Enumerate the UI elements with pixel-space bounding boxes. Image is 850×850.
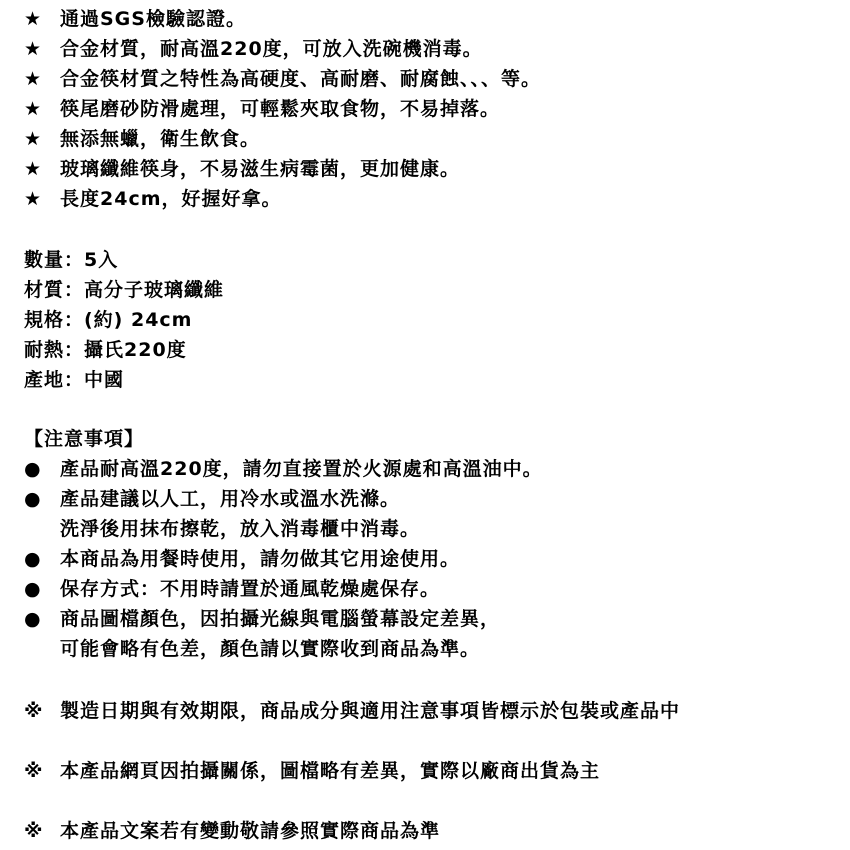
feature-text: 無添無蠟，衛生飲食。: [60, 128, 261, 150]
remark-text: 製造日期與有效期限，商品成分與適用注意事項皆標示於包裝或產品中: [60, 700, 681, 722]
notice-title: 【注意事項】: [24, 428, 145, 450]
star-icon: ★: [24, 38, 43, 60]
bullet-icon: ●: [24, 578, 42, 600]
notice-continuation: 可能會略有色差，顏色請以實際收到商品為準。: [60, 638, 481, 660]
notice-text: 保存方式：不用時請置於通風乾燥處保存。: [60, 578, 441, 600]
bullet-icon: ●: [24, 608, 42, 630]
notice-line: [24, 484, 400, 514]
feature-line: [24, 184, 282, 214]
feature-text: 筷尾磨砂防滑處理，可輕鬆夾取食物，不易掉落。: [60, 98, 501, 120]
feature-line: [24, 124, 260, 154]
remark-line: [24, 816, 440, 846]
star-icon: ★: [24, 8, 43, 30]
star-icon: ★: [24, 68, 43, 90]
notice-line: [24, 604, 500, 634]
feature-line: [24, 34, 483, 64]
notice-text: 產品建議以人工，用冷水或溫水洗滌。: [60, 488, 401, 510]
feature-text: 長度24cm，好握好拿。: [60, 188, 282, 210]
notice-continuation: 洗淨後用抹布擦乾，放入消毒櫃中消毒。: [60, 518, 421, 540]
notice-line: [24, 574, 440, 604]
spec-heat-resistance: 耐熱：攝氏220度: [24, 339, 187, 361]
feature-text: 合金筷材質之特性為高硬度、高耐磨、耐腐蝕、、、等。: [60, 68, 542, 90]
star-icon: ★: [24, 188, 43, 210]
feature-text: 玻璃纖維筷身，不易滋生病霉菌，更加健康。: [60, 158, 461, 180]
spec-size: 規格：(約) 24cm: [24, 309, 193, 331]
notice-text: 本商品為用餐時使用，請勿做其它用途使用。: [60, 548, 461, 570]
notice-text: 產品耐高溫220度，請勿直接置於火源處和高溫油中。: [60, 458, 543, 480]
feature-line: [24, 94, 500, 124]
star-icon: ★: [24, 158, 43, 180]
notice-line: [24, 454, 543, 484]
feature-line: [24, 154, 460, 184]
bullet-icon: ●: [24, 458, 42, 480]
notice-line: [24, 544, 460, 574]
spec-material: 材質：高分子玻璃纖維: [24, 279, 225, 301]
remark-line: [24, 756, 600, 786]
spec-quantity: 數量：5入: [24, 249, 119, 271]
feature-text: 合金材質，耐高溫220度，可放入洗碗機消毒。: [60, 38, 483, 60]
star-icon: ★: [24, 98, 43, 120]
spec-origin: 產地：中國: [24, 369, 125, 391]
feature-line: [24, 4, 246, 34]
reference-mark-icon: ※: [24, 820, 44, 842]
notice-text: 商品圖檔顏色，因拍攝光線與電腦螢幕設定差異，: [60, 608, 501, 630]
feature-line: [24, 64, 541, 94]
bullet-icon: ●: [24, 488, 42, 510]
bullet-icon: ●: [24, 548, 42, 570]
reference-mark-icon: ※: [24, 760, 44, 782]
remark-line: [24, 696, 680, 726]
feature-text: 通過SGS檢驗認證。: [60, 8, 246, 30]
reference-mark-icon: ※: [24, 700, 44, 722]
remark-text: 本產品網頁因拍攝關係，圖檔略有差異，實際以廠商出貨為主: [60, 760, 601, 782]
star-icon: ★: [24, 128, 43, 150]
remark-text: 本產品文案若有變動敬請參照實際商品為準: [60, 820, 441, 842]
